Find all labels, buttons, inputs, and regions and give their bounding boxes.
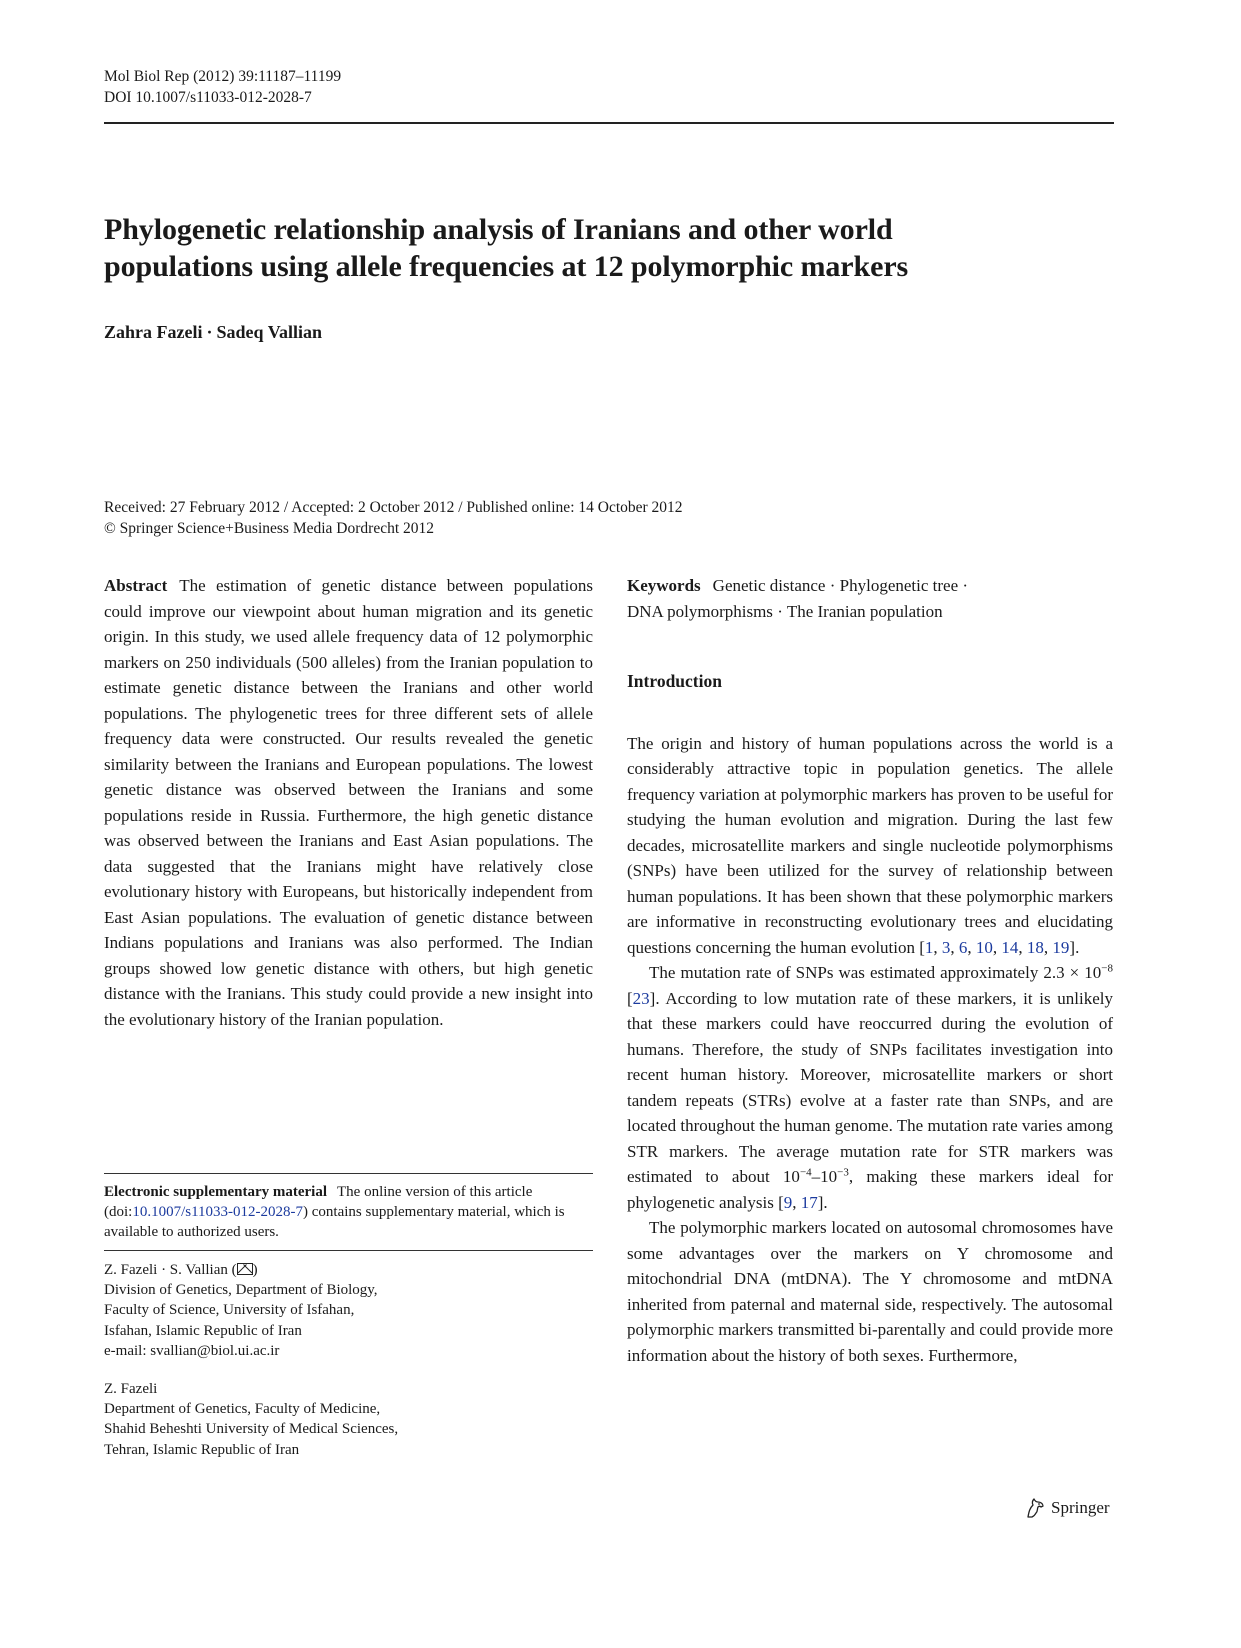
journal-header [104,66,341,108]
citation-link[interactable]: 23 [632,988,650,1008]
citation-link[interactable]: 6 [958,937,968,957]
keyword-separator: · [962,576,969,595]
abstract-label: Abstract [104,576,168,595]
affiliation-names: Z. Fazeli [104,1381,158,1398]
esm-label: Electronic supplementary material [104,1184,328,1200]
keywords-label: Keywords [627,576,701,595]
exponent: −3 [837,1166,849,1179]
citation-link[interactable]: 1 [924,937,934,957]
title-line-2: populations using allele frequencies at 12 polymorphic markers [104,250,909,283]
esm-text-after: ) contains supplementary material, which is available to authorized users. [104,1204,565,1240]
intro-paragraph-3: The polymorphic markers located on autosomal chromosomes have some advantages over the markers on Y chromosome and mitochondrial DNA (mtDNA). The Y chromosome and mtDNA inherited from paternal and maternal side, respectively. The autosomal polymorphic markers transmitted bi-parentally and could provide more information about the history of both sexes. Furthermore, [627,1218,1113,1365]
affiliation-block [104,1260,593,1361]
introduction-heading: Introduction [627,671,722,691]
publication-dates [104,497,683,539]
exponent: −8 [1101,962,1113,975]
affiliation-email[interactable]: e-mail: svallian@biol.ui.ac.ir [104,1342,280,1359]
abstract-text: The estimation of genetic distance between populations could improve our viewpoint about human migration and its genetic origin. In this study, we used allele frequency data of 12 polymorphic markers on 250 individuals (500 alleles) from the Iranian population to estimate genetic distance between the Iranians and other world populations. The phylogenetic trees for three different sets of allele frequency data were constructed. Our results revealed the genetic similarity between the Iranians and European populations. The lowest genetic distance was observed between the Iranians and some populations reside in Russia. Furthermore, the high genetic distance was observed between the Iranians and East Asian populations. The data suggested that the Iranians might have relatively close evolutionary history with Europeans, but historically independent from East Asian populations. The evaluation of genetic distance between Indians populations and Iranians was also performed. The Indian groups showed low genetic distance with others, but high genetic distance with the Iranians. This study could provide a new insight into the evolutionary history of the Iranian population. [104,576,593,1029]
citation-link[interactable]: 14 [1001,937,1019,957]
keyword-separator: · [829,576,836,595]
affiliations [104,1260,593,1478]
keyword-item: The Iranian population [786,601,943,621]
affiliation-rule [104,1250,593,1251]
esm-text-before: The online version of this article (doi: [104,1184,533,1220]
header-rule [104,122,1114,124]
affiliation-block [104,1379,593,1460]
affiliation-line: Shahid Beheshti University of Medical Sciences, [104,1421,399,1438]
citation-link[interactable]: 9 [783,1192,793,1212]
mail-icon[interactable] [237,1263,253,1275]
citation-link[interactable]: 18 [1026,937,1044,957]
keyword-item: Genetic distance [712,576,826,595]
exponent: −4 [799,1166,812,1179]
journal-citation: Mol Biol Rep (2012) 39:11187–11199 [104,68,342,85]
springer-horse-icon [1024,1497,1046,1519]
paper-title [104,211,1114,285]
esm-rule [104,1173,593,1174]
intro-paragraph-1: The origin and history of human populations across the world is a considerably attractive topic in population genetics. The allele frequency variation at polymorphic markers has proven to be useful for studying the human evolution and migration. During the last few decades, microsatellite markers and single nucleotide polymorphisms (SNPs) have been utilized for the survey of relationship between human populations. It has been shown that these polymorphic markers are informative in reconstructing evolutionary trees and elucidating questions concerning the human evolution [1, 3, 6, 10, 14, 18, 19]. [627,733,1113,957]
affiliation-names: Z. Fazeli · S. Vallian ( ) [104,1262,258,1278]
author-list [104,322,322,343]
citation-link[interactable]: 19 [1052,937,1070,957]
esm-doi-link[interactable]: 10.1007/s11033-012-2028-7 [132,1204,304,1220]
affiliation-line: Department of Genetics, Faculty of Medicine, [104,1401,381,1418]
citation-link[interactable]: 17 [800,1192,818,1212]
citation-link[interactable]: 10 [975,937,993,957]
intro-paragraph-2: The mutation rate of SNPs was estimated approximately $2.3 \times 10^{-8}$ [23]. According to low mutation rate of these markers, it is unlikely that these markers could have reoccurred during the evolution of humans. Therefore, the study of SNPs facilitates investigation into recent human history. Moreover, microsatellite markers or short tandem repeats (STRs) evolve at a faster rate than SNPs, and are located throughout the human genome. The mutation rate varies among STR markers. The average mutation rate for STR markers was estimated to about $10^{-4}-10^{-3}$, making these markers ideal for phylogenetic analysis [9, 17]. [627,962,1113,1212]
citation-link[interactable]: 3 [941,937,951,957]
author-name: Sadeq Vallian [216,322,323,342]
copyright-line: © Springer Science+Business Media Dordrecht 2012 [104,520,435,537]
affiliation-line: Division of Genetics, Department of Biology, [104,1282,378,1299]
abstract-paragraph [104,573,593,1032]
keyword-item: Phylogenetic tree [839,576,959,595]
doi-line: DOI 10.1007/s11033-012-2028-7 [104,89,312,106]
affiliation-line: Faculty of Science, University of Isfahan, [104,1302,355,1319]
history-dates: Received: 27 February 2012 / Accepted: 2 October 2012 / Published online: 14 October 2012 [104,499,683,516]
affiliation-line: Isfahan, Islamic Republic of Iran [104,1322,302,1339]
keywords [627,573,1113,624]
supplementary-note [104,1182,593,1242]
author-separator: · [206,322,213,342]
publisher-logo [1024,1497,1110,1519]
author-name: Zahra Fazeli [104,322,203,342]
keyword-item: DNA polymorphisms [627,601,773,621]
affiliation-line: Tehran, Islamic Republic of Iran [104,1441,300,1458]
publisher-name: Springer [1051,1498,1110,1517]
right-column [627,573,1113,1368]
keyword-separator: · [777,601,783,621]
title-line-1: Phylogenetic relationship analysis of Iranians and other world [104,213,893,246]
abstract-section [104,573,593,1032]
